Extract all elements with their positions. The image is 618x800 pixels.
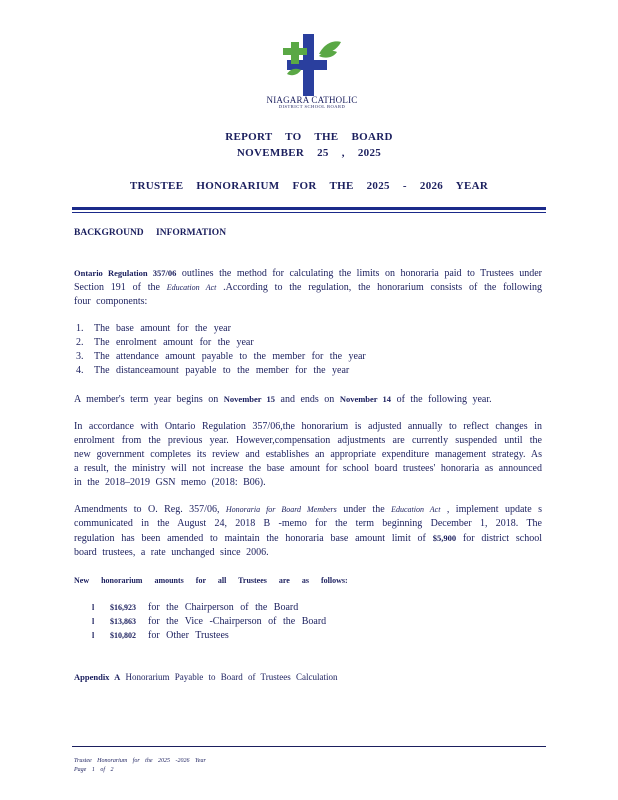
appendix-label: Appendix A bbox=[74, 672, 121, 682]
act-ref: Education Act bbox=[166, 283, 217, 292]
footer-title: Trustee Honorarium for the 2025 -2026 Year bbox=[74, 758, 206, 764]
adjustment-paragraph: In accordance with Ontario Regulation 357/06,the honorarium is adjusted annually to reflect changes in enrolment from the previous year. However,compensation adjustments are currently suspended until the new government completes its review and establishes an appropriate expenditure management strategy. As a result, the ministry will not increase the base amount for school board trustees' honoraria as announced in the 2018–2019 GSN memo (2018: B06). bbox=[74, 421, 542, 488]
logo-text bbox=[250, 95, 374, 109]
amount-label: for Other Trustees bbox=[148, 630, 229, 641]
report-title: REPORT TO THE BOARD bbox=[225, 131, 393, 143]
footer-rule bbox=[72, 746, 546, 747]
term-start: November 15 bbox=[223, 394, 276, 404]
amounts-heading: New honorarium amounts for all Trustees are as follows: bbox=[74, 576, 348, 585]
header-rule-thin bbox=[72, 212, 546, 213]
components-list bbox=[74, 322, 366, 378]
appendix-line: Appendix A Honorarium Payable to Board of Trustees Calculation bbox=[74, 672, 338, 682]
report-date: NOVEMBER 25 , 2025 bbox=[236, 147, 382, 159]
regulation-ref: Ontario Regulation 357/06 bbox=[74, 268, 177, 278]
amount: $10,802 bbox=[110, 631, 136, 640]
list-item bbox=[92, 601, 326, 615]
logo-subtitle: DISTRICT SCHOOL BOARD bbox=[278, 104, 346, 109]
amounts-list bbox=[92, 601, 326, 643]
amount: $16,923 bbox=[110, 603, 136, 612]
page-footer bbox=[74, 757, 206, 775]
list-item bbox=[92, 615, 326, 629]
amount-label: for the Vice -Chairperson of the Board bbox=[148, 616, 327, 627]
header-rule-thick bbox=[72, 207, 546, 210]
page-number: Page 1 of 2 bbox=[74, 767, 114, 773]
cross-logo-icon bbox=[281, 34, 351, 96]
intro-paragraph: Ontario Regulation 357/06 outlines the method for calculating the limits on honoraria paid to Trustees under Section 191 of the Education Act .According to the regulation, the honorarium consists of the following four components: bbox=[74, 268, 543, 307]
amount-label: for the Chairperson of the Board bbox=[148, 602, 299, 613]
list-item: 1. The base amount for the year bbox=[90, 322, 366, 336]
section-heading: BACKGROUND INFORMATION bbox=[74, 228, 227, 238]
bullet-icon: l bbox=[92, 603, 95, 612]
list-item: 2. The enrolment amount for the year bbox=[90, 336, 366, 350]
logo-name: NIAGARA CATHOLIC bbox=[266, 95, 358, 105]
list-item: 4. The distanceamount payable to the member for the year bbox=[90, 364, 366, 378]
report-subject: TRUSTEE HONORARIUM FOR THE 2025 - 2026 YEAR bbox=[129, 180, 489, 192]
bullet-icon: l bbox=[92, 617, 95, 626]
term-end: November 14 bbox=[339, 394, 392, 404]
amount: $13,863 bbox=[110, 617, 136, 626]
bullet-icon: l bbox=[92, 631, 95, 640]
list-item: 3. The attendance amount payable to the member for the year bbox=[90, 350, 366, 364]
term-paragraph: A member's term year begins on November 15 and ends on November 14 of the following year. bbox=[74, 394, 492, 405]
list-item bbox=[92, 629, 326, 643]
amendments-paragraph: Amendments to O. Reg. 357/06, Honoraria for Board Members under the Education Act , implement update s communicated in the August 24, 2018 B -memo for the term beginning December 1, 2018. The regulation has been amended to maintain the honoraria base amount limit of $5,900 for district school board trustees, a rate unchanged since 2006. bbox=[74, 504, 542, 558]
base-limit: $5,900 bbox=[432, 533, 457, 543]
